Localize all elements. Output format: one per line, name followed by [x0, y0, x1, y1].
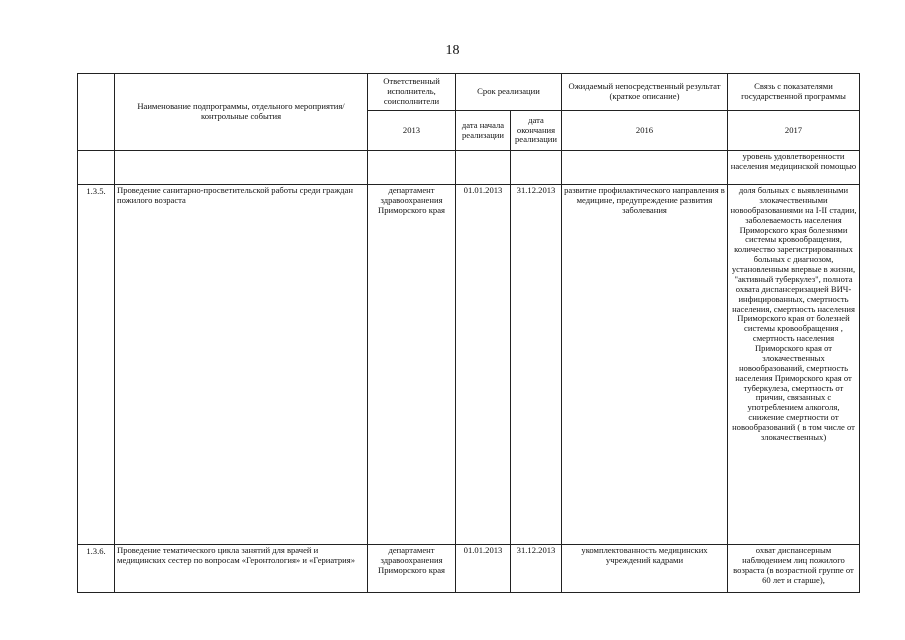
- page-number: 18: [445, 43, 460, 58]
- row-num: [78, 151, 115, 185]
- table-row: [78, 545, 860, 593]
- header-period: Срок реализации: [456, 74, 562, 111]
- row-name: Проведение тематического цикла занятий для врачей и медицинских сестер по вопросам «Геронтология» и «Гериатрия»: [115, 545, 368, 593]
- row-result: развитие профилактического направления в медицине, предупреждение развития заболевания: [562, 185, 728, 545]
- row-start: [456, 151, 511, 185]
- header-end-date: дата окончания реализации: [511, 111, 562, 151]
- header-result: Ожидаемый непосредственный результат (краткое описание): [562, 74, 728, 111]
- row-responsible: департамент здравоохранения Приморского края: [368, 545, 456, 593]
- row-result: [562, 151, 728, 185]
- program-table: [77, 73, 860, 593]
- header-start-date: дата начала реализации: [456, 111, 511, 151]
- header-year-result: 2016: [562, 111, 728, 151]
- row-responsible: департамент здравоохранения Приморского края: [368, 185, 456, 545]
- row-num: 1.3.6.: [78, 545, 115, 593]
- row-start: 01.01.2013: [456, 545, 511, 593]
- header-year-link: 2017: [728, 111, 860, 151]
- row-link: уровень удовлетворенности населения медицинской помощью: [728, 151, 860, 185]
- row-end: 31.12.2013: [511, 545, 562, 593]
- header-responsible: Ответственный исполнитель, соисполнители: [368, 74, 456, 111]
- row-link: охват диспансерным наблюдением лиц пожилого возраста (в возрастной группе от 60 лет и старше),: [728, 545, 860, 593]
- row-end: 31.12.2013: [511, 185, 562, 545]
- row-num: 1.3.5.: [78, 185, 115, 545]
- row-result: укомплектованность медицинских учреждений кадрами: [562, 545, 728, 593]
- row-end: [511, 151, 562, 185]
- row-start: 01.01.2013: [456, 185, 511, 545]
- header-row-1: [78, 74, 860, 111]
- header-year-responsible: 2013: [368, 111, 456, 151]
- row-responsible: [368, 151, 456, 185]
- header-name: Наименование подпрограммы, отдельного мероприятия/контрольные события: [115, 74, 368, 151]
- row-name: [115, 151, 368, 185]
- row-name: Проведение санитарно-просветительской работы среди граждан пожилого возраста: [115, 185, 368, 545]
- row-link: доля больных с выявленными злокачественными новообразованиями на I-II стадии, заболеваемость населения Приморского края болезнями системы кровообращения, количество зарегистрированных больных с диагнозом, установленным впервые в жизни, "активный туберкулез", полнота охвата диспансеризацией ВИЧ-инфицированных, смертность населения, смертность населения Приморского края от болезней системы кровообращения , смертность населения Приморского края от злокачественных новообразований, смертность населения Приморского края от туберкулеза, смертность от причин, связанных с употреблением алкоголя, снижение смертности от новообразований ( в том числе от злокачественных): [728, 185, 860, 545]
- header-num-cell: [78, 74, 115, 151]
- table-row: [78, 151, 860, 185]
- header-link: Связь с показателями государственной программы: [728, 74, 860, 111]
- table-row: [78, 185, 860, 545]
